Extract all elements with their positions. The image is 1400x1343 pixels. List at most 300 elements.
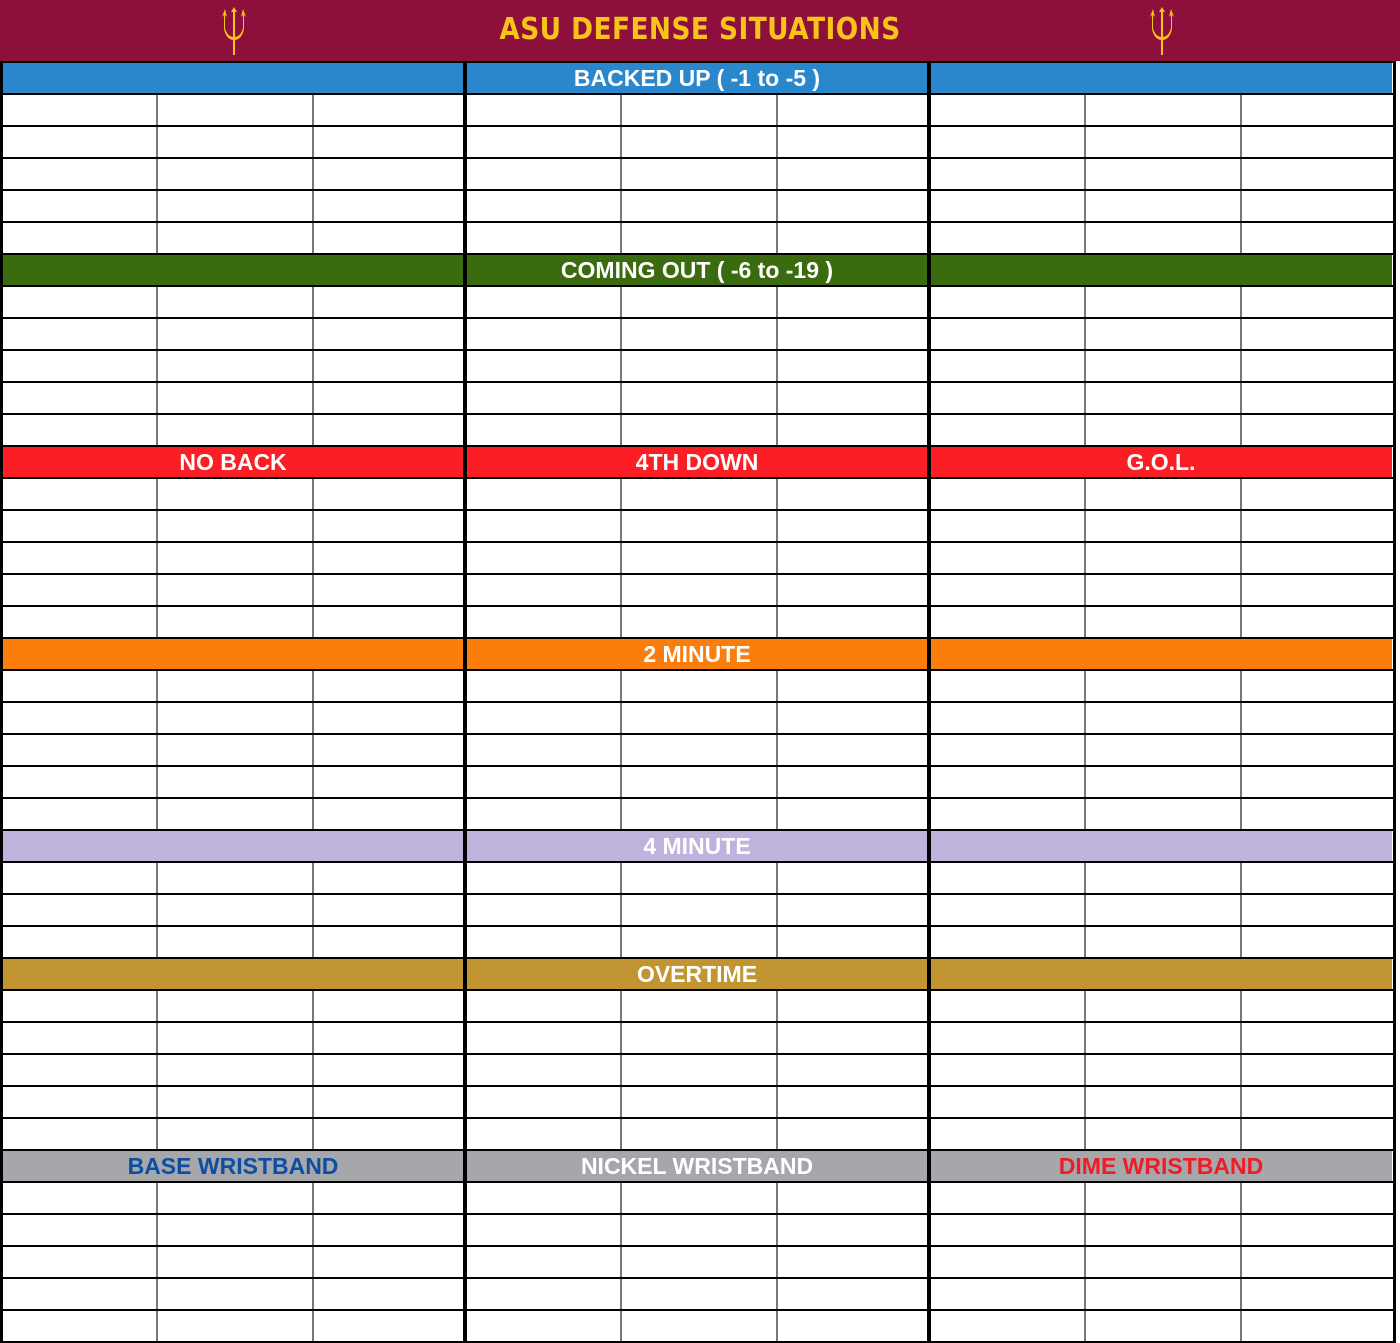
table-cell[interactable] [776,1311,928,1341]
table-cell[interactable] [776,319,928,349]
table-cell[interactable] [1240,415,1392,445]
table-cell[interactable] [1240,1183,1392,1213]
table-cell[interactable] [156,287,312,317]
table-cell[interactable] [776,95,928,125]
table-cell[interactable] [1084,799,1240,829]
table-cell[interactable] [1084,1087,1240,1117]
table-cell[interactable] [620,1311,776,1341]
table-cell[interactable] [312,575,464,605]
table-cell[interactable] [776,991,928,1021]
table-cell[interactable] [620,735,776,765]
table-cell[interactable] [930,127,1084,157]
table-cell[interactable] [1240,319,1392,349]
table-cell[interactable] [776,671,928,701]
table-cell[interactable] [156,1087,312,1117]
table-cell[interactable] [156,127,312,157]
table-cell[interactable] [156,767,312,797]
table-cell[interactable] [930,191,1084,221]
table-cell[interactable] [1240,191,1392,221]
table-cell[interactable] [620,159,776,189]
table-cell[interactable] [312,383,464,413]
table-cell[interactable] [312,927,464,957]
table-cell[interactable] [312,735,464,765]
table-cell[interactable] [466,1311,620,1341]
table-cell[interactable] [776,703,928,733]
table-cell[interactable] [776,191,928,221]
table-cell[interactable] [930,287,1084,317]
table-cell[interactable] [776,1183,928,1213]
table-cell[interactable] [2,95,156,125]
table-cell[interactable] [2,511,156,541]
table-cell[interactable] [1084,95,1240,125]
table-cell[interactable] [930,607,1084,637]
table-cell[interactable] [466,1087,620,1117]
table-cell[interactable] [930,159,1084,189]
table-cell[interactable] [2,1023,156,1053]
table-cell[interactable] [776,767,928,797]
table-cell[interactable] [2,1311,156,1341]
table-cell[interactable] [620,1215,776,1245]
table-cell[interactable] [466,895,620,925]
table-cell[interactable] [930,671,1084,701]
table-cell[interactable] [930,991,1084,1021]
table-cell[interactable] [156,1183,312,1213]
table-cell[interactable] [156,1311,312,1341]
table-cell[interactable] [776,415,928,445]
table-cell[interactable] [1084,159,1240,189]
table-cell[interactable] [156,607,312,637]
table-cell[interactable] [2,383,156,413]
table-cell[interactable] [2,1055,156,1085]
table-cell[interactable] [776,863,928,893]
table-cell[interactable] [1084,1279,1240,1309]
table-cell[interactable] [2,607,156,637]
table-cell[interactable] [2,1247,156,1277]
table-cell[interactable] [1240,735,1392,765]
table-cell[interactable] [1084,223,1240,253]
table-cell[interactable] [156,1119,312,1149]
table-cell[interactable] [2,767,156,797]
table-cell[interactable] [776,1279,928,1309]
table-cell[interactable] [1084,703,1240,733]
table-cell[interactable] [1240,575,1392,605]
table-cell[interactable] [156,1023,312,1053]
table-cell[interactable] [466,543,620,573]
table-cell[interactable] [2,1119,156,1149]
table-cell[interactable] [1084,1055,1240,1085]
table-cell[interactable] [2,1087,156,1117]
table-cell[interactable] [1084,383,1240,413]
table-cell[interactable] [466,319,620,349]
table-cell[interactable] [2,1215,156,1245]
table-cell[interactable] [312,863,464,893]
table-cell[interactable] [930,799,1084,829]
table-cell[interactable] [466,351,620,381]
table-cell[interactable] [776,1119,928,1149]
table-cell[interactable] [776,159,928,189]
table-cell[interactable] [776,1023,928,1053]
table-cell[interactable] [312,799,464,829]
table-cell[interactable] [1240,511,1392,541]
column-divider [1084,1055,1086,1085]
table-cell[interactable] [930,1311,1084,1341]
table-cell[interactable] [156,511,312,541]
table-cell[interactable] [466,1023,620,1053]
table-cell[interactable] [156,159,312,189]
table-cell[interactable] [1084,671,1240,701]
table-cell[interactable] [466,1247,620,1277]
table-cell[interactable] [156,415,312,445]
table-cell[interactable] [156,383,312,413]
table-cell[interactable] [620,1055,776,1085]
table-cell[interactable] [312,1023,464,1053]
table-cell[interactable] [156,95,312,125]
table-cell[interactable] [930,1055,1084,1085]
table-cell[interactable] [466,1119,620,1149]
table-cell[interactable] [1084,1311,1240,1341]
table-cell[interactable] [466,479,620,509]
table-cell[interactable] [930,767,1084,797]
table-cell[interactable] [1240,1055,1392,1085]
table-cell[interactable] [312,1087,464,1117]
table-cell[interactable] [466,991,620,1021]
table-cell[interactable] [620,1087,776,1117]
table-cell[interactable] [776,479,928,509]
table-cell[interactable] [1084,543,1240,573]
table-cell[interactable] [1084,479,1240,509]
table-cell[interactable] [930,1279,1084,1309]
table-cell[interactable] [1084,1247,1240,1277]
table-cell[interactable] [776,607,928,637]
table-cell[interactable] [620,319,776,349]
table-cell[interactable] [466,223,620,253]
table-cell[interactable] [2,991,156,1021]
table-cell[interactable] [312,543,464,573]
table-cell[interactable] [312,479,464,509]
table-cell[interactable] [930,415,1084,445]
table-cell[interactable] [466,383,620,413]
table-cell[interactable] [1084,1023,1240,1053]
table-cell[interactable] [930,223,1084,253]
table-cell[interactable] [312,319,464,349]
table-cell[interactable] [1240,895,1392,925]
table-cell[interactable] [930,383,1084,413]
table-cell[interactable] [1240,543,1392,573]
table-cell[interactable] [2,735,156,765]
table-cell[interactable] [466,703,620,733]
table-cell[interactable] [1084,575,1240,605]
table-cell[interactable] [930,927,1084,957]
table-cell[interactable] [1084,415,1240,445]
table-cell[interactable] [156,895,312,925]
table-cell[interactable] [312,1055,464,1085]
table-cell[interactable] [620,95,776,125]
table-cell[interactable] [1240,607,1392,637]
table-cell[interactable] [156,703,312,733]
table-cell[interactable] [1084,351,1240,381]
table-cell[interactable] [466,127,620,157]
column-divider [156,1183,158,1213]
table-cell[interactable] [156,671,312,701]
table-cell[interactable] [156,543,312,573]
table-cell[interactable] [312,287,464,317]
table-cell[interactable] [312,895,464,925]
table-cell[interactable] [620,287,776,317]
table-cell[interactable] [312,767,464,797]
table-cell[interactable] [930,1119,1084,1149]
table-cell[interactable] [620,895,776,925]
table-cell[interactable] [1240,223,1392,253]
table-cell[interactable] [156,1215,312,1245]
table-cell[interactable] [466,607,620,637]
table-cell[interactable] [156,991,312,1021]
table-cell[interactable] [466,575,620,605]
table-cell[interactable] [1084,895,1240,925]
table-cell[interactable] [1240,287,1392,317]
table-cell[interactable] [776,511,928,541]
table-cell[interactable] [312,1119,464,1149]
table-cell[interactable] [1084,991,1240,1021]
table-cell[interactable] [620,671,776,701]
table-cell[interactable] [1084,927,1240,957]
table-cell[interactable] [930,479,1084,509]
table-cell[interactable] [776,575,928,605]
table-cell[interactable] [312,95,464,125]
table-cell[interactable] [776,1215,928,1245]
table-cell[interactable] [620,351,776,381]
table-cell[interactable] [312,415,464,445]
table-cell[interactable] [1084,767,1240,797]
table-cell[interactable] [1240,1279,1392,1309]
table-cell[interactable] [2,927,156,957]
table-cell[interactable] [1084,1183,1240,1213]
table-cell[interactable] [1084,607,1240,637]
table-cell[interactable] [620,1119,776,1149]
table-cell[interactable] [312,1215,464,1245]
table-cell[interactable] [776,1087,928,1117]
table-cell[interactable] [466,511,620,541]
table-cell[interactable] [1240,991,1392,1021]
table-cell[interactable] [2,159,156,189]
table-cell[interactable] [466,735,620,765]
table-cell[interactable] [156,319,312,349]
table-cell[interactable] [156,479,312,509]
table-cell[interactable] [2,543,156,573]
table-cell[interactable] [930,95,1084,125]
table-cell[interactable] [930,895,1084,925]
table-cell[interactable] [1240,1311,1392,1341]
table-cell[interactable] [156,799,312,829]
table-cell[interactable] [1240,863,1392,893]
table-cell[interactable] [930,1023,1084,1053]
table-cell[interactable] [2,415,156,445]
table-cell[interactable] [466,863,620,893]
table-cell[interactable] [1240,1087,1392,1117]
table-cell[interactable] [156,351,312,381]
table-cell[interactable] [2,191,156,221]
table-cell[interactable] [2,671,156,701]
table-cell[interactable] [2,223,156,253]
table-cell[interactable] [930,575,1084,605]
table-cell[interactable] [2,479,156,509]
table-cell[interactable] [1084,735,1240,765]
table-cell[interactable] [620,191,776,221]
table-cell[interactable] [1240,127,1392,157]
table-cell[interactable] [620,927,776,957]
table-cell[interactable] [776,1247,928,1277]
table-cell[interactable] [2,799,156,829]
table-cell[interactable] [312,607,464,637]
table-cell[interactable] [2,319,156,349]
column-divider [312,1183,314,1213]
table-cell[interactable] [620,799,776,829]
table-cell[interactable] [2,127,156,157]
table-cell[interactable] [2,575,156,605]
table-cell[interactable] [156,927,312,957]
table-cell[interactable] [466,1055,620,1085]
table-cell[interactable] [930,1215,1084,1245]
table-cell[interactable] [930,543,1084,573]
table-cell[interactable] [156,1279,312,1309]
table-cell[interactable] [776,927,928,957]
table-cell[interactable] [776,223,928,253]
table-cell[interactable] [156,191,312,221]
table-cell[interactable] [1084,319,1240,349]
table-cell[interactable] [2,863,156,893]
table-cell[interactable] [1240,927,1392,957]
table-cell[interactable] [620,1023,776,1053]
table-cell[interactable] [1240,1023,1392,1053]
table-cell[interactable] [620,543,776,573]
table-cell[interactable] [1240,1215,1392,1245]
table-cell[interactable] [1084,1215,1240,1245]
table-cell[interactable] [930,703,1084,733]
table-cell[interactable] [930,735,1084,765]
table-cell[interactable] [2,287,156,317]
table-cell[interactable] [156,575,312,605]
table-cell[interactable] [930,863,1084,893]
table-cell[interactable] [1240,351,1392,381]
table-cell[interactable] [2,351,156,381]
table-cell[interactable] [776,383,928,413]
table-cell[interactable] [620,863,776,893]
table-cell[interactable] [312,1247,464,1277]
table-cell[interactable] [312,511,464,541]
table-cell[interactable] [1240,703,1392,733]
table-cell[interactable] [1240,95,1392,125]
table-cell[interactable] [776,543,928,573]
table-cell[interactable] [312,671,464,701]
table-cell[interactable] [156,735,312,765]
table-cell[interactable] [1084,287,1240,317]
table-cell[interactable] [312,1183,464,1213]
table-cell[interactable] [466,1279,620,1309]
table-cell[interactable] [1084,1119,1240,1149]
table-cell[interactable] [466,671,620,701]
table-cell[interactable] [776,735,928,765]
table-cell[interactable] [156,863,312,893]
table-cell[interactable] [312,1311,464,1341]
table-cell[interactable] [620,607,776,637]
table-cell[interactable] [466,927,620,957]
table-cell[interactable] [1084,511,1240,541]
table-cell[interactable] [930,351,1084,381]
table-cell[interactable] [1240,1247,1392,1277]
table-cell[interactable] [620,1247,776,1277]
table-cell[interactable] [2,703,156,733]
table-cell[interactable] [312,223,464,253]
table-cell[interactable] [1240,1119,1392,1149]
table-cell[interactable] [466,767,620,797]
table-cell[interactable] [156,1055,312,1085]
table-cell[interactable] [776,1055,928,1085]
table-cell[interactable] [1084,191,1240,221]
table-cell[interactable] [312,191,464,221]
table-cell[interactable] [156,223,312,253]
table-cell[interactable] [2,895,156,925]
table-cell[interactable] [1240,159,1392,189]
table-cell[interactable] [1240,383,1392,413]
table-cell[interactable] [312,991,464,1021]
table-cell[interactable] [156,1247,312,1277]
table-cell[interactable] [466,799,620,829]
table-cell[interactable] [620,479,776,509]
table-cell[interactable] [466,95,620,125]
table-cell[interactable] [312,351,464,381]
table-cell[interactable] [620,1279,776,1309]
table-cell[interactable] [466,415,620,445]
table-cell[interactable] [620,767,776,797]
table-cell[interactable] [312,127,464,157]
table-cell[interactable] [312,703,464,733]
table-cell[interactable] [930,319,1084,349]
table-cell[interactable] [776,799,928,829]
table-cell[interactable] [1240,479,1392,509]
table-cell[interactable] [1084,863,1240,893]
table-cell[interactable] [620,383,776,413]
table-cell[interactable] [620,127,776,157]
table-cell[interactable] [930,511,1084,541]
table-cell[interactable] [930,1247,1084,1277]
table-cell[interactable] [620,575,776,605]
table-cell[interactable] [1084,127,1240,157]
table-cell[interactable] [776,287,928,317]
table-cell[interactable] [1240,671,1392,701]
table-cell[interactable] [2,1183,156,1213]
table-cell[interactable] [930,1183,1084,1213]
table-cell[interactable] [312,159,464,189]
table-cell[interactable] [2,1279,156,1309]
table-cell[interactable] [776,127,928,157]
table-cell[interactable] [620,703,776,733]
table-cell[interactable] [466,159,620,189]
table-cell[interactable] [620,415,776,445]
table-cell[interactable] [466,1215,620,1245]
table-cell[interactable] [620,511,776,541]
table-cell[interactable] [312,1279,464,1309]
table-cell[interactable] [466,287,620,317]
table-cell[interactable] [776,351,928,381]
table-cell[interactable] [776,895,928,925]
table-cell[interactable] [1240,799,1392,829]
table-cell[interactable] [930,1087,1084,1117]
table-cell[interactable] [620,1183,776,1213]
table-cell[interactable] [620,991,776,1021]
table-cell[interactable] [1240,767,1392,797]
table-cell[interactable] [466,191,620,221]
table-cell[interactable] [466,1183,620,1213]
table-cell[interactable] [620,223,776,253]
